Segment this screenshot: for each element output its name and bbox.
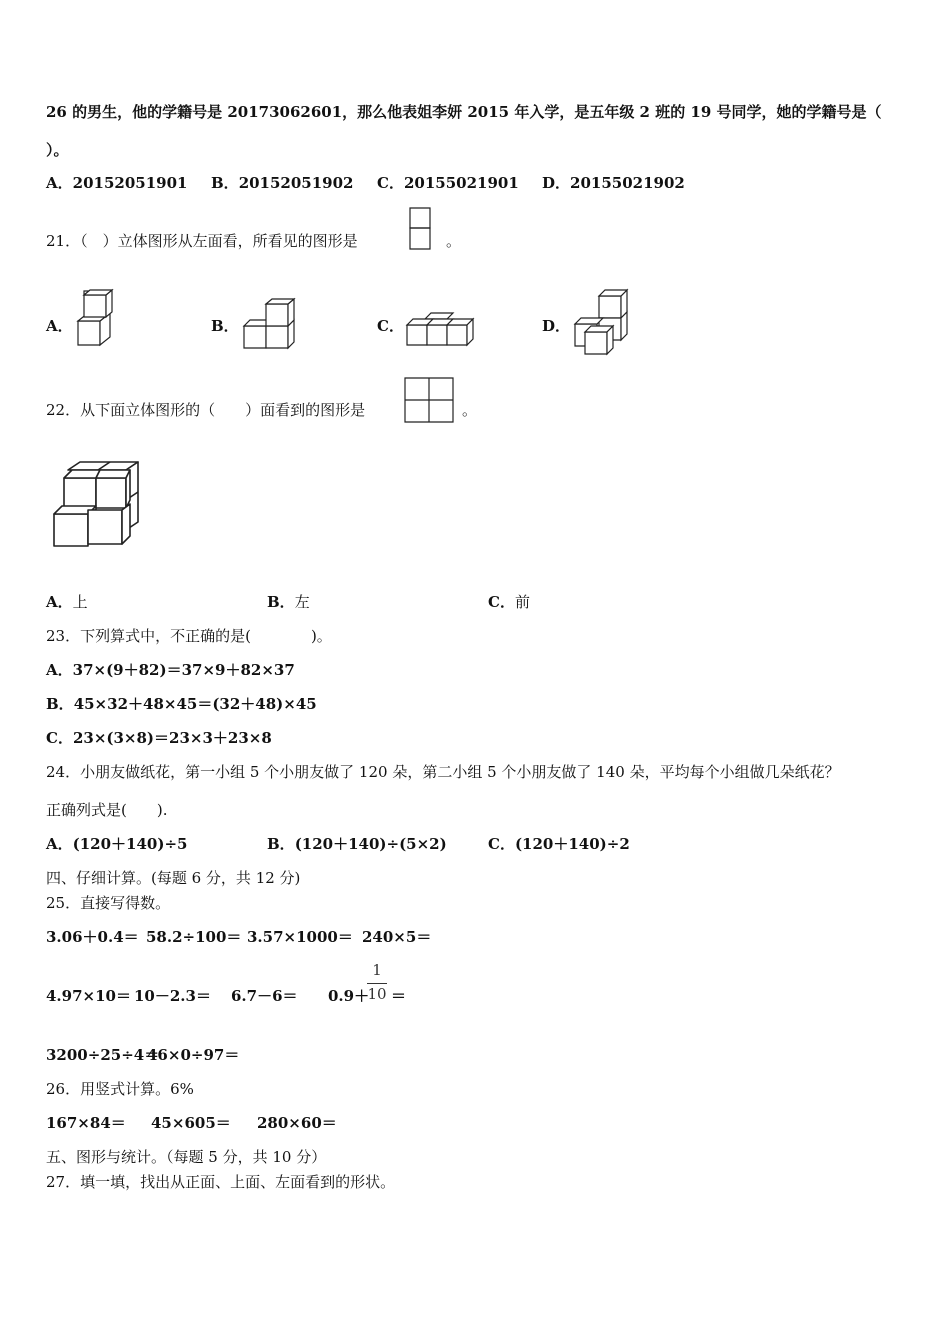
q26-item: 280×60＝: [257, 1114, 337, 1132]
q22-option-a[interactable]: A．上: [46, 593, 88, 611]
q21-option-d-cubes: [571, 288, 633, 356]
q21-option-c-cubes: [405, 312, 477, 348]
q23-stem: 23．下列算式中，不正确的是( )。: [46, 627, 332, 645]
q24-option-c[interactable]: C．(120＋140)÷2: [488, 835, 630, 853]
q25-item: 3.06＋0.4＝: [46, 928, 139, 946]
q20-option-b[interactable]: B．20152051902: [211, 174, 354, 192]
q25-item: 10－2.3＝: [134, 987, 211, 1005]
q24-option-a[interactable]: A．(120＋140)÷5: [46, 835, 188, 853]
q23-option-c[interactable]: C．23×(3×8)＝23×3＋23×8: [46, 729, 272, 747]
q20-option-d[interactable]: D．20155021902: [542, 174, 685, 192]
q21-stem: 21．（ ）立体图形从左面看，所看见的图形是: [46, 232, 358, 250]
q21-option-d[interactable]: D．: [542, 317, 571, 335]
q25-item: 58.2÷100＝: [146, 928, 242, 946]
q27-stem: 27．填一填，找出从正面、上面、左面看到的形状。: [46, 1173, 396, 1191]
fraction-denominator: 10: [367, 985, 387, 1003]
q21-option-c[interactable]: C．: [377, 317, 404, 335]
q22-tail: 。: [462, 401, 478, 419]
section-5-heading: 五、图形与统计。（每题 5 分，共 10 分）: [46, 1148, 327, 1166]
q22-solid-figure: [50, 460, 144, 550]
q25-item: 46×0÷97＝: [147, 1046, 240, 1064]
q26-stem: 26．用竖式计算。6%: [46, 1080, 194, 1098]
q21-left-view-figure: [409, 207, 431, 251]
q25-item: 4.97×10＝: [46, 987, 131, 1005]
q25-item: 240×5＝: [362, 928, 432, 946]
q25-fraction-equals: ＝: [391, 987, 407, 1005]
q24-stem: 24．小朋友做纸花，第一小组 5 个小朋友做了 120 朵，第二小组 5 个小朋友做了 140 朵，平均每个小组做几朵纸花？: [46, 763, 840, 781]
q22-option-c[interactable]: C．前: [488, 593, 530, 611]
q23-option-b[interactable]: B．45×32＋48×45＝(32＋48)×45: [46, 695, 317, 713]
q21-option-b[interactable]: B．: [211, 317, 239, 335]
section-4-heading: 四、仔细计算。(每题 6 分，共 12 分): [46, 869, 301, 887]
q20-option-c[interactable]: C．20155021901: [377, 174, 519, 192]
q26-item: 167×84＝: [46, 1114, 126, 1132]
q21-option-a[interactable]: A．: [46, 317, 73, 335]
q25-stem: 25．直接写得数。: [46, 894, 171, 912]
q25-item: 3.57×1000＝: [247, 928, 353, 946]
q21-option-b-cubes: [242, 298, 296, 350]
q26-item: 45×605＝: [151, 1114, 231, 1132]
fraction-bar: [367, 983, 387, 984]
q20-stem-line1: 26 的男生，他的学籍号是 20173062601，那么他表姐李妍 2015 年入学，是五年级 2 班的 19 号同学，她的学籍号是（: [46, 103, 882, 121]
fraction-numerator: 1: [372, 961, 382, 979]
q23-option-a[interactable]: A．37×(9＋82)＝37×9＋82×37: [46, 661, 295, 679]
q22-option-b[interactable]: B．左: [267, 593, 310, 611]
q21-option-a-cubes: [76, 289, 116, 347]
q22-stem: 22．从下面立体图形的（ ）面看到的图形是: [46, 401, 366, 419]
q24-stem-2: 正确列式是( ).: [46, 801, 168, 819]
q25-item: 3200÷25÷4＝: [46, 1046, 160, 1064]
q20-option-a[interactable]: A．20152051901: [46, 174, 188, 192]
q20-stem-line2: ）。: [46, 141, 69, 159]
q25-item: 0.9＋: [328, 987, 370, 1005]
q24-option-b[interactable]: B．(120＋140)÷(5×2): [267, 835, 447, 853]
q25-item: 6.7－6＝: [231, 987, 298, 1005]
q21-tail: 。: [446, 232, 462, 250]
q22-target-view-figure: [404, 377, 454, 423]
